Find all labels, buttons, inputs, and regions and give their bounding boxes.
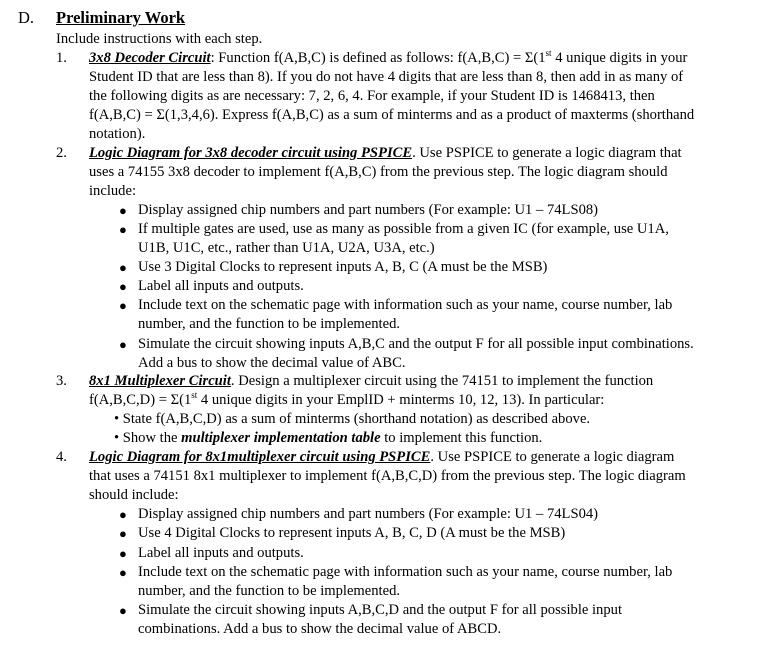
bullet-dot: ● xyxy=(119,337,127,352)
list-item-continued: number, and the function to be implemented. xyxy=(138,316,401,332)
bullet-dot: ● xyxy=(119,222,127,237)
section-title: Preliminary Work xyxy=(56,8,186,27)
list-item: Display assigned chip numbers and part numbers (For example: U1 – 74LS04) xyxy=(138,506,599,522)
item-4-number: 4. xyxy=(56,449,67,465)
list-item: • Show the multiplexer implementation table to implement this function. xyxy=(114,430,543,446)
list-item-continued: Add a bus to show the decimal value of ABC. xyxy=(138,355,406,371)
list-item: Use 4 Digital Clocks to represent inputs A, B, C, D (A must be the MSB) xyxy=(138,525,566,541)
item-1-line-5: notation). xyxy=(89,126,146,142)
item-1-line-2: Student ID that are less than 8). If you do not have 4 digits that are less than 8, then add in as many of xyxy=(89,69,684,85)
list-item: Label all inputs and outputs. xyxy=(138,545,304,561)
bullet-dot: ● xyxy=(119,298,127,313)
list-item: If multiple gates are used, use as many as possible from a given IC (for example, use U1A, xyxy=(138,221,669,237)
item-1-line-1: 3x8 Decoder Circuit: Function f(A,B,C) is defined as follows: f(A,B,C) = Σ(1st 4 unique digits in your xyxy=(89,48,688,66)
item-1-number: 1. xyxy=(56,50,67,66)
list-item-continued: combinations. Add a bus to show the decimal value of ABCD. xyxy=(138,621,502,637)
bullet-dot: ● xyxy=(119,260,127,275)
item-3-title: 8x1 Multiplexer Circuit xyxy=(89,373,231,389)
bullet-dot: ● xyxy=(119,603,127,618)
list-item: Include text on the schematic page with information such as your name, course number, lab xyxy=(138,297,673,313)
list-item: • State f(A,B,C,D) as a sum of minterms (shorthand notation) as described above. xyxy=(114,411,591,427)
list-item: Use 3 Digital Clocks to represent inputs A, B, C (A must be the MSB) xyxy=(138,259,548,275)
item-1-line-3: the following digits as are necessary: 7, 2, 6, 4. For example, if your Student ID is 1468413, then xyxy=(89,88,655,104)
item-4-line-1: Logic Diagram for 8x1multiplexer circuit using PSPICE. Use PSPICE to generate a logic diagram xyxy=(89,449,675,465)
item-2-number: 2. xyxy=(56,145,67,161)
item-1-line-4: f(A,B,C) = Σ(1,3,4,6). Express f(A,B,C) as a sum of minterms and as a product of maxterms (shorthand xyxy=(89,107,695,123)
list-item-continued: number, and the function to be implemented. xyxy=(138,583,401,599)
item-3-line-2: f(A,B,C,D) = Σ(1st 4 unique digits in your EmplID + minterms 10, 12, 13). In particular: xyxy=(89,390,605,408)
bullet-dot: ● xyxy=(119,203,127,218)
item-4-title: Logic Diagram for 8x1multiplexer circuit using PSPICE xyxy=(89,449,431,465)
list-item: Simulate the circuit showing inputs A,B,C and the output F for all possible input combinations. xyxy=(138,336,694,352)
item-3-line-1: 8x1 Multiplexer Circuit. Design a multiplexer circuit using the 74151 to implement the function xyxy=(89,373,654,389)
item-3-number: 3. xyxy=(56,373,67,389)
bullet-dot: • xyxy=(114,411,123,427)
item-2-line-3: include: xyxy=(89,183,137,199)
item-4-line-3: should include: xyxy=(89,487,179,503)
section-label: D. xyxy=(18,8,35,27)
bullet-dot: ● xyxy=(119,507,127,522)
bullet-dot: ● xyxy=(119,526,127,541)
bullet-dot: ● xyxy=(119,546,127,561)
list-item: Label all inputs and outputs. xyxy=(138,278,304,294)
bullet-dot: ● xyxy=(119,279,127,294)
item-4-line-2: that uses a 74151 8x1 multiplexer to implement f(A,B,C,D) from the previous step. The logic diagram xyxy=(89,468,686,484)
bullet-dot: ● xyxy=(119,565,127,580)
section-intro: Include instructions with each step. xyxy=(56,31,263,47)
item-2-title: Logic Diagram for 3x8 decoder circuit using PSPICE xyxy=(89,145,413,161)
item-2-line-2: uses a 74155 3x8 decoder to implement f(A,B,C) from the previous step. The logic diagram should xyxy=(89,164,668,180)
list-item: Include text on the schematic page with information such as your name, course number, lab xyxy=(138,564,673,580)
list-item-continued: U1B, U1C, etc., rather than U1A, U2A, U3A, etc.) xyxy=(138,240,435,256)
item-1-title: 3x8 Decoder Circuit xyxy=(89,50,211,66)
list-item: Simulate the circuit showing inputs A,B,C,D and the output F for all possible input xyxy=(138,602,622,618)
bullet-dot: • xyxy=(114,430,123,446)
list-item: Display assigned chip numbers and part numbers (For example: U1 – 74LS08) xyxy=(138,202,599,218)
item-2-line-1: Logic Diagram for 3x8 decoder circuit using PSPICE. Use PSPICE to generate a logic diagram that xyxy=(89,145,682,161)
